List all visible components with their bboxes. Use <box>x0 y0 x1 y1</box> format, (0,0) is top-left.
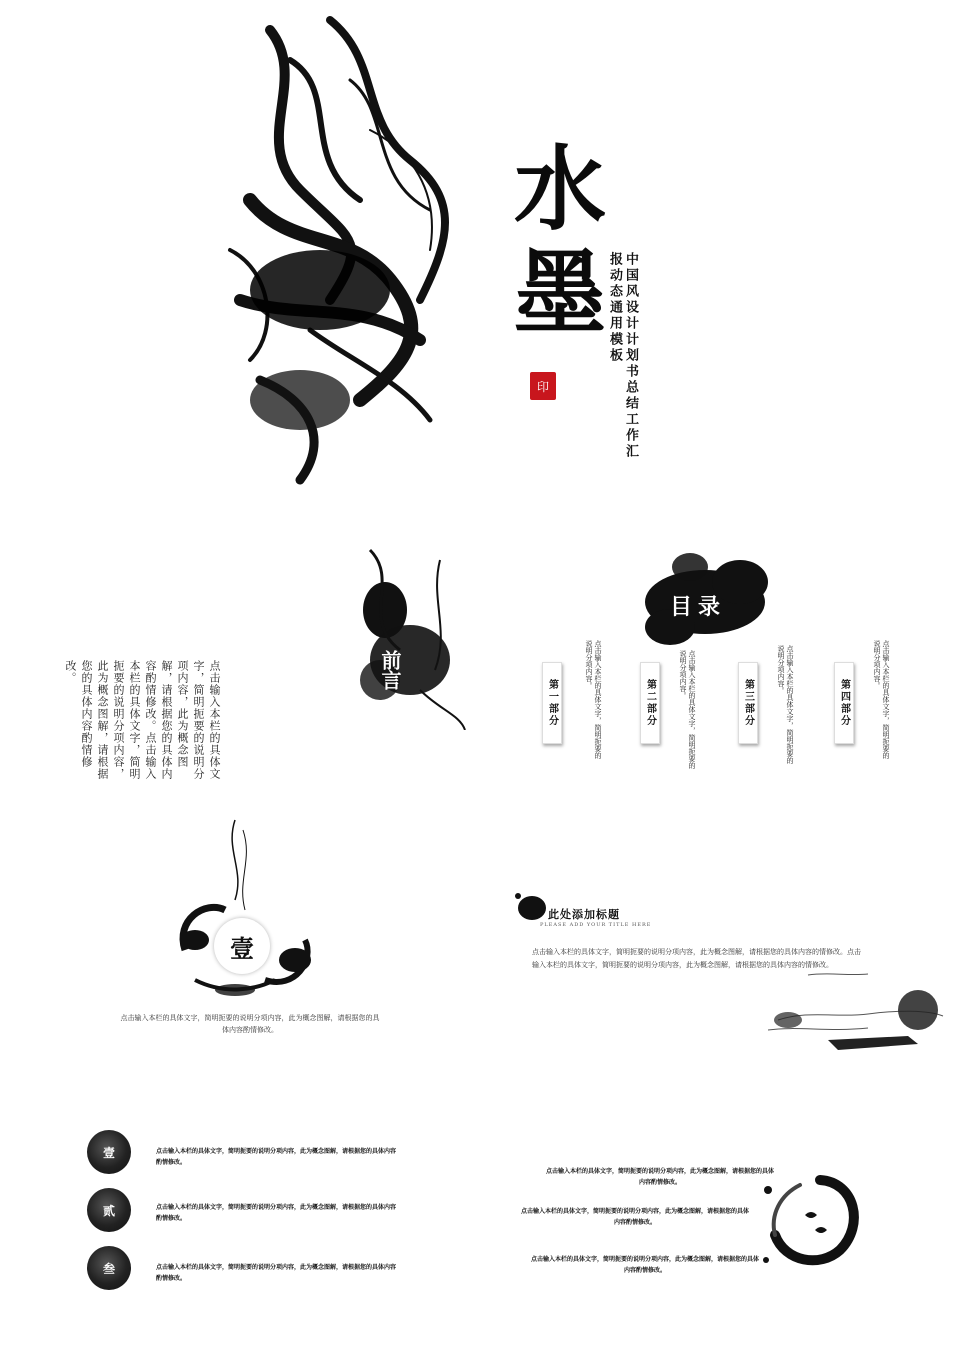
ink-enso-fish-illustration <box>760 1170 870 1270</box>
toc-card-label: 第一部分 <box>546 679 558 727</box>
seal-stamp: 印 <box>530 372 556 400</box>
toc-card-1[interactable] <box>542 662 562 744</box>
number-badge-2: 贰 <box>87 1188 131 1232</box>
number-badge-1: 壹 <box>87 1130 131 1174</box>
ink-splash-illustration <box>340 540 470 730</box>
right-text-1: 点击输入本栏的具体文字，简明扼要的说明分项内容，此为概念图解，请根据您的具体内容酌情修改。 <box>545 1168 774 1186</box>
slide-body: 点击输入本栏的具体文字，简明扼要的说明分项内容，此为概念图解，请根据您的具体内容的情修改。点击输入本栏的具体文字，简明扼要的说明分项内容，此为概念图解，请根据您的具体内容的情修改。 <box>532 948 861 969</box>
preface-body: 点击输入本栏的具体文字，简明扼要的说明分项内容，此为概念图解，请根据您的具体内容酌情修改。点击输入本栏的具体文字，简明扼要的说明分项内容，此为概念图解，请根据您的具体内容酌情修改。 <box>64 660 221 780</box>
toc-desc-1: 点击输入本栏的具体文字，简明扼要的说明分项内容。 <box>585 640 602 759</box>
number-badge-3: 叁 <box>87 1246 131 1290</box>
toc-desc-2: 点击输入本栏的具体文字，简明扼要的说明分项内容。 <box>679 650 696 769</box>
right-text-2: 点击输入本栏的具体文字，简明扼要的说明分项内容，此为概念图解，请根据您的具体内容酌情修改。 <box>520 1208 749 1226</box>
cover-subtitle-line1: 中国风设计计划书总结工作汇 <box>623 252 638 460</box>
ink-smoke-illustration <box>210 0 490 500</box>
numbered-text-3: 点击输入本栏的具体文字，简明扼要的说明分项内容，此为概念图解，请根据您的具体内容酌情修改。 <box>156 1264 397 1282</box>
cover-slide <box>0 0 960 520</box>
numbered-text-1: 点击输入本栏的具体文字，简明扼要的说明分项内容，此为概念图解，请根据您的具体内容酌情修改。 <box>156 1148 397 1166</box>
toc-card-label: 第三部分 <box>742 679 754 727</box>
numbered-text-2: 点击输入本栏的具体文字，简明扼要的说明分项内容，此为概念图解，请根据您的具体内容酌情修改。 <box>156 1204 397 1222</box>
toc-card-label: 第二部分 <box>644 679 656 727</box>
section-number-badge: 壹 <box>214 918 270 974</box>
slide-subtitle: PLEASE ADD YOUR TITLE HERE <box>540 922 652 928</box>
preface-label: 前言 <box>378 650 402 690</box>
ink-landscape-illustration <box>768 970 948 1080</box>
ink-ring-illustration <box>165 810 325 1010</box>
right-text-3: 点击输入本栏的具体文字，简明扼要的说明分项内容，此为概念图解，请根据您的具体内容酌情修改。 <box>530 1256 759 1274</box>
cover-subtitle-line2: 报动态通用模板 <box>607 252 622 364</box>
toc-card-4[interactable] <box>834 662 854 744</box>
toc-title: 目录 <box>670 594 727 620</box>
section-one-body: 点击输入本栏的具体文字，简明扼要的说明分项内容，此为概念图解，请根据您的具体内容酌情修改。 <box>120 1014 380 1034</box>
toc-card-2[interactable] <box>640 662 660 744</box>
ink-dot-icon <box>512 888 552 924</box>
toc-desc-3: 点击输入本栏的具体文字，简明扼要的说明分项内容。 <box>777 645 794 764</box>
toc-card-label: 第四部分 <box>838 679 850 727</box>
slide-title: 此处添加标题 <box>548 908 620 921</box>
cover-title: 水墨 <box>499 140 607 348</box>
toc-desc-4: 点击输入本栏的具体文字，简明扼要的说明分项内容。 <box>873 640 890 759</box>
toc-card-3[interactable] <box>738 662 758 744</box>
title-slide <box>490 800 960 1090</box>
